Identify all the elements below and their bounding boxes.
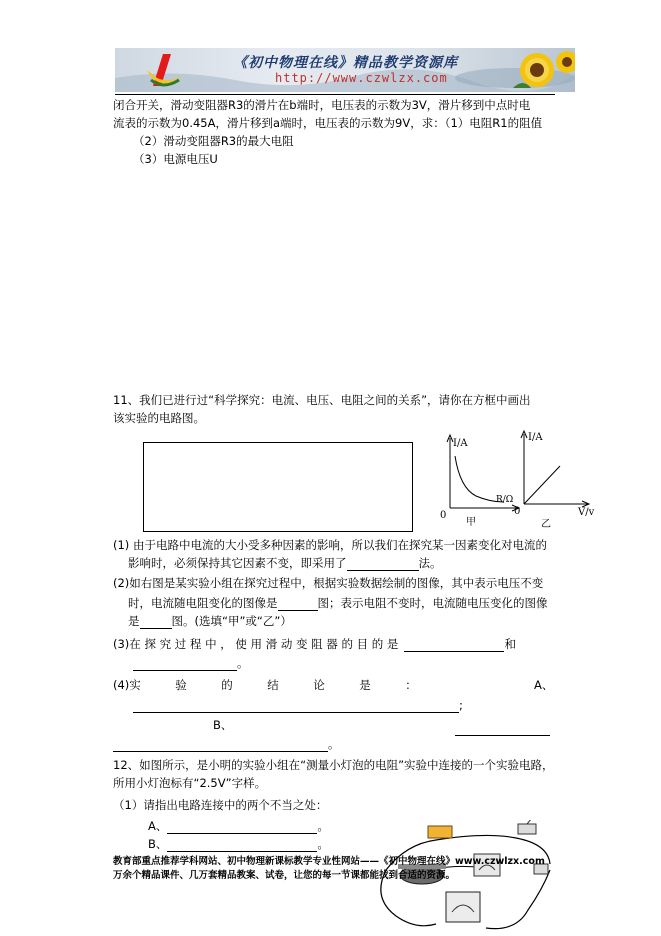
q10-line2: 流表的示数为0.45A，滑片移到a端时，电压表的示数为9V，求：（1）电阻R1的阻值 bbox=[113, 116, 543, 130]
q11-part2-text2: 图；表示电阻不变时，电流随电压变化的图像 bbox=[317, 596, 548, 610]
q11-part2-text3: 是 bbox=[128, 614, 140, 628]
q12-item-a-end: 。 bbox=[317, 819, 329, 833]
q11-part4-line2 bbox=[133, 697, 463, 713]
graph-yi-origin: 0 bbox=[514, 506, 521, 517]
graph-yi-ylabel: I/A bbox=[528, 432, 543, 443]
q11-stem-line1: 11、我们已进行过“科学探究：电流、电压、电阻之间的关系”，请你在方框中画出 bbox=[113, 393, 531, 407]
q12-stem-line2: 所用小灯泡标有“2.5V”字样。 bbox=[113, 776, 267, 790]
q11-part4-line1: (4)实 验 的 结 论 是 ： bbox=[113, 678, 417, 692]
graph-jia-ylabel: I/A bbox=[453, 438, 468, 449]
q12-item-a bbox=[148, 818, 329, 834]
q11-part4-blank-b1[interactable] bbox=[455, 723, 550, 736]
graph-jia-origin: 0 bbox=[440, 510, 447, 521]
q11-part4-line3 bbox=[455, 717, 550, 736]
voltmeter-icon bbox=[446, 892, 480, 922]
graph-jia-xlabel: R/Ω bbox=[496, 495, 514, 505]
bulb-holder-icon bbox=[518, 824, 536, 834]
q11-part2-line3 bbox=[128, 613, 292, 629]
q12-item-a-label: A、 bbox=[148, 819, 168, 833]
q12-item-b-blank[interactable] bbox=[167, 839, 317, 852]
q11-part3-text: (3)在 探 究 过 程 中 ， 使 用 滑 动 变 阻 器 的 目 的 是 bbox=[113, 637, 399, 651]
q11-part1-end: 法。 bbox=[418, 556, 442, 570]
site-logo bbox=[141, 50, 193, 90]
q11-part3-end: 。 bbox=[237, 656, 249, 670]
q11-stem-line2: 该实验的电路图。 bbox=[113, 411, 205, 425]
q11-part4-blank-a[interactable] bbox=[133, 700, 459, 713]
q11-part3-and: 和 bbox=[504, 637, 516, 651]
q10-sub3: （3）电源电压U bbox=[133, 152, 218, 166]
q11-part4-semicolon: ; bbox=[459, 698, 463, 712]
footer-line2: 万余个精品课件、几万套精品教案、试卷，让您的每一节课都能找到合适的资源。 bbox=[113, 870, 456, 881]
q12-item-b-label: B、 bbox=[148, 837, 168, 851]
q11-part4-end: 。 bbox=[328, 737, 340, 751]
q11-part2-text: 时，电流随电阻变化的图像是 bbox=[128, 596, 278, 610]
q12-stem-line1: 12、如图所示，是小明的实验小组在“测量小灯泡的电阻”实验中连接的一个实验电路， bbox=[113, 758, 554, 772]
header-banner bbox=[115, 48, 575, 92]
switch-icon bbox=[428, 826, 452, 838]
q11-part3-line1 bbox=[113, 636, 516, 652]
q11-part3-line2 bbox=[133, 655, 249, 671]
q11-part4-blank-b2[interactable] bbox=[113, 739, 328, 752]
q11-part2-end: 图。(选填“甲”或“乙”） bbox=[171, 614, 292, 628]
q11-part1-line1: (1) 由于电路中电流的大小受多种因素的影响，所以我们在探究某一因素变化对电流的 bbox=[113, 538, 547, 552]
q11-part4-label-b: B、 bbox=[213, 718, 233, 732]
q11-part1-blank[interactable] bbox=[347, 558, 419, 571]
graph-yi-xlabel: V/v bbox=[578, 507, 595, 518]
q11-part3-blank2[interactable] bbox=[133, 658, 237, 671]
graph-jia-name: 甲 bbox=[466, 517, 476, 528]
q11-part4-label-a: A、 bbox=[534, 678, 554, 692]
q11-part1-line2 bbox=[128, 555, 442, 571]
graph-yi-line bbox=[524, 466, 560, 504]
q11-part2-line1: (2)如右图是某实验小组在探究过程中，根据实验数据绘制的图像，其中表示电压不变 bbox=[113, 576, 544, 590]
banner-url: http://www.czwlzx.com bbox=[275, 71, 448, 85]
q12-item-b-end: 。 bbox=[317, 837, 329, 851]
q11-part4-line4 bbox=[113, 736, 340, 752]
q12-item-a-blank[interactable] bbox=[167, 821, 317, 834]
q12-item-b bbox=[148, 836, 329, 852]
q12-sub1: （1）请指出电路连接中的两个不当之处： bbox=[113, 798, 328, 812]
q10-sub2: （2）滑动变阻器R3的最大电阻 bbox=[133, 134, 294, 148]
q11-part2-blank2[interactable] bbox=[140, 616, 172, 629]
footer-line1: 教育部重点推荐学科网站、初中物理新课标教学专业性网站——《初中物理在线》www.czwlzx.com bbox=[113, 856, 545, 867]
sunflower-image bbox=[507, 48, 575, 92]
header-rule bbox=[115, 94, 555, 95]
q11-part1-text: 影响时，必须保持其它因素不变，即采用了 bbox=[128, 556, 347, 570]
q11-part2-line2 bbox=[128, 595, 548, 611]
q10-line1: 闭合开关，滑动变阻器R3的滑片在b端时，电压表的示数为3V，滑片移到中点时电 bbox=[113, 98, 531, 112]
q11-part2-blank1[interactable] bbox=[278, 598, 318, 611]
q11-part3-blank1[interactable] bbox=[404, 639, 504, 652]
graph-yi-name: 乙 bbox=[541, 519, 551, 530]
banner-title: 《初中物理在线》精品教学资源库 bbox=[233, 55, 458, 71]
circuit-drawing-box[interactable] bbox=[143, 442, 413, 532]
